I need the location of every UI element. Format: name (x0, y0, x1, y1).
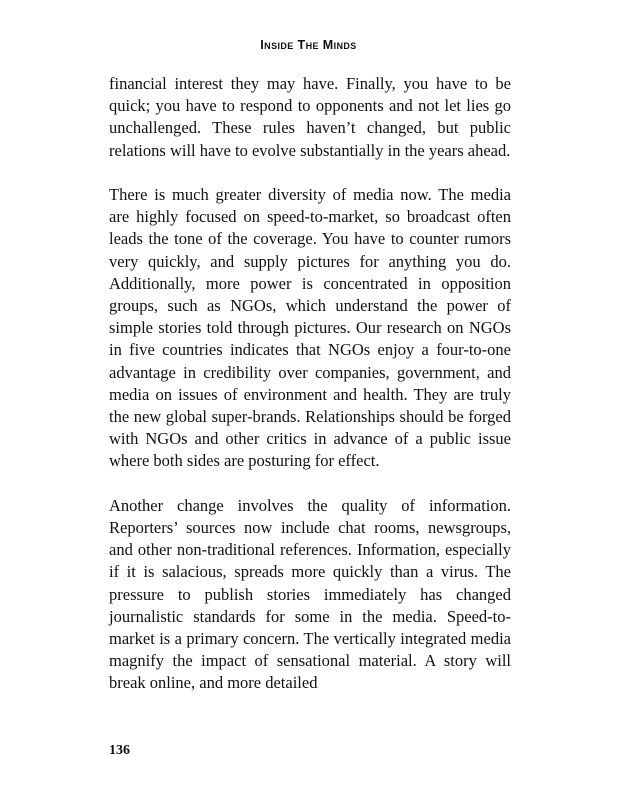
page-number: 136 (109, 743, 130, 758)
body-text (109, 73, 511, 695)
paragraph: Another change involves the quality of information. Reporters’ sources now include chat rooms, newsgroups, and other non-traditional references. Information, especially if it is salacious, spreads more quickly than a virus. The pressure to publish stories immediately has changed journalistic standards for some in the media. Speed-to-market is a primary concern. The vertically integrated media magnify the impact of sensational material. A story will break online, and more detailed (109, 495, 511, 693)
paragraph: financial interest they may have. Finally, you have to be quick; you have to respond to opponents and not let lies go unchallenged. These rules haven’t changed, but public relations will have to evolve substantially in the years ahead. (109, 74, 511, 160)
running-header: Inside The Minds (260, 38, 357, 52)
paragraph: There is much greater diversity of media now. The media are highly focused on speed-to-market, so broadcast often leads the tone of the coverage. You have to counter rumors very quickly, and supply pictures for anything you do. Additionally, more power is concentrated in opposition groups, such as NGOs, which understand the power of simple stories told through pictures. Our research on NGOs in five countries indicates that NGOs enjoy a four-to-one advantage in credibility over companies, government, and media on issues of environment and health. They are truly the new global super-brands. Relationships should be forged with NGOs and other critics in advance of a public issue where both sides are posturing for effect. (109, 185, 511, 471)
